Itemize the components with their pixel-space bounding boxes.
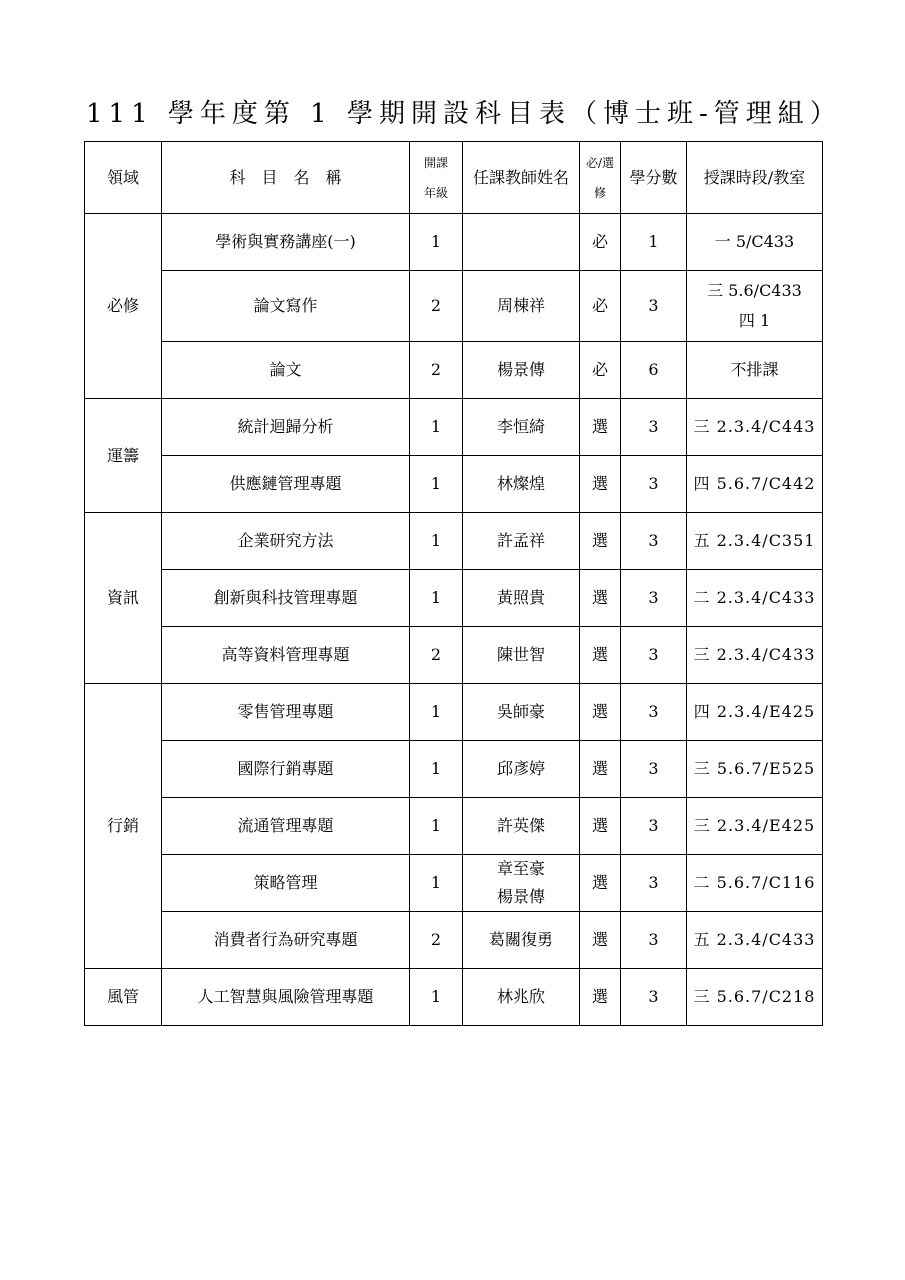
course-name-cell: 國際行銷專題 [162,741,410,798]
schedule-cell: 二 5.6.7/C116 [687,855,823,912]
course-name-cell: 高等資料管理專題 [162,627,410,684]
course-name-cell: 創新與科技管理專題 [162,570,410,627]
required-cell: 選 [580,912,621,969]
grade-cell: 1 [410,214,463,271]
teacher-cell [463,214,580,271]
grade-cell: 1 [410,855,463,912]
grade-cell: 1 [410,741,463,798]
domain-cell: 必修 [85,214,162,399]
header-domain: 領域 [85,142,162,214]
grade-cell: 1 [410,684,463,741]
teacher-cell: 許英傑 [463,798,580,855]
table-row [85,214,823,271]
schedule-cell: 三 5.6.7/C218 [687,969,823,1026]
table-row [85,912,823,969]
schedule-line-2: 四 1 [738,311,771,330]
required-cell: 選 [580,570,621,627]
credits-cell: 6 [621,342,687,399]
table-row [85,570,823,627]
header-required-line1: 必/選 [585,155,615,170]
header-course-name-label: 科 目 名 稱 [229,167,342,187]
teacher-cell: 李恒綺 [463,399,580,456]
table-row [85,513,823,570]
required-cell: 選 [580,627,621,684]
table-row [85,399,823,456]
schedule-cell: 三 5.6.7/E525 [687,741,823,798]
credits-cell: 3 [621,513,687,570]
teacher-line-1: 章至豪 [496,859,545,878]
teacher-cell: 黃照貴 [463,570,580,627]
teacher-line-2: 楊景傳 [496,887,545,906]
credits-cell: 3 [621,399,687,456]
table-row [85,342,823,399]
header-required-line2: 修 [593,185,606,200]
schedule-cell: 三 2.3.4/E425 [687,798,823,855]
schedule-cell: 四 2.3.4/E425 [687,684,823,741]
credits-cell: 3 [621,271,687,342]
course-name-cell: 流通管理專題 [162,798,410,855]
required-cell: 必 [580,214,621,271]
teacher-cell: 楊景傳 [463,342,580,399]
table-row [85,741,823,798]
schedule-cell: 五 2.3.4/C351 [687,513,823,570]
credits-cell: 3 [621,969,687,1026]
grade-cell: 1 [410,798,463,855]
teacher-cell: 葛關復勇 [463,912,580,969]
course-name-cell: 統計迴歸分析 [162,399,410,456]
credits-cell: 3 [621,456,687,513]
teacher-cell: 吳師豪 [463,684,580,741]
course-name-cell: 策略管理 [162,855,410,912]
header-row [85,142,823,214]
schedule-cell: 三 2.3.4/C443 [687,399,823,456]
header-teacher: 任課教師姓名 [463,142,580,214]
page-title: 111 學年度第 1 學期開設科目表（博士班-管理組） [86,99,842,129]
credits-cell: 3 [621,741,687,798]
grade-cell: 2 [410,912,463,969]
schedule-cell: 三 2.3.4/C433 [687,627,823,684]
schedule-cell: 二 2.3.4/C433 [687,570,823,627]
teacher-cell: 周棟祥 [463,271,580,342]
grade-cell: 2 [410,342,463,399]
required-cell: 選 [580,456,621,513]
header-required [580,142,621,214]
required-cell: 選 [580,969,621,1026]
credits-cell: 3 [621,627,687,684]
table-row [85,969,823,1026]
course-name-cell: 零售管理專題 [162,684,410,741]
credits-cell: 3 [621,855,687,912]
header-schedule: 授課時段/教室 [687,142,823,214]
teacher-cell: 陳世智 [463,627,580,684]
table-row [85,456,823,513]
table-row [85,684,823,741]
course-name-cell: 論文 [162,342,410,399]
header-credits: 學分數 [621,142,687,214]
credits-cell: 3 [621,684,687,741]
schedule-cell: 不排課 [687,342,823,399]
credits-cell: 3 [621,912,687,969]
grade-cell: 1 [410,456,463,513]
course-name-cell: 消費者行為研究專題 [162,912,410,969]
grade-cell: 1 [410,570,463,627]
domain-cell: 資訊 [85,513,162,684]
domain-cell: 行銷 [85,684,162,969]
course-name-cell: 供應鏈管理專題 [162,456,410,513]
required-cell: 選 [580,855,621,912]
schedule-cell: 四 5.6.7/C442 [687,456,823,513]
grade-cell: 2 [410,271,463,342]
grade-cell: 1 [410,969,463,1026]
grade-cell: 2 [410,627,463,684]
required-cell: 選 [580,513,621,570]
course-name-cell: 論文寫作 [162,271,410,342]
required-cell: 選 [580,399,621,456]
course-name-cell: 人工智慧與風險管理專題 [162,969,410,1026]
header-course-name [162,142,410,214]
header-grade-line2: 年級 [423,185,448,200]
teacher-cell [463,855,580,912]
course-name-cell: 企業研究方法 [162,513,410,570]
table-row [85,798,823,855]
schedule-cell: 五 2.3.4/C433 [687,912,823,969]
course-table [84,141,823,1026]
domain-cell: 運籌 [85,399,162,513]
schedule-cell [687,271,823,342]
grade-cell: 1 [410,513,463,570]
required-cell: 必 [580,271,621,342]
domain-cell: 風管 [85,969,162,1026]
required-cell: 選 [580,798,621,855]
schedule-cell: 一 5/C433 [687,214,823,271]
header-grade-line1: 開課 [423,155,448,170]
header-grade [410,142,463,214]
teacher-cell: 林燦煌 [463,456,580,513]
course-name-cell: 學術與實務講座(一) [162,214,410,271]
credits-cell: 3 [621,570,687,627]
required-cell: 選 [580,741,621,798]
table-row [85,855,823,912]
grade-cell: 1 [410,399,463,456]
required-cell: 選 [580,684,621,741]
schedule-line-1: 三 5.6/C433 [707,281,802,300]
required-cell: 必 [580,342,621,399]
table-row [85,271,823,342]
teacher-cell: 林兆欣 [463,969,580,1026]
teacher-cell: 許孟祥 [463,513,580,570]
teacher-cell: 邱彥婷 [463,741,580,798]
credits-cell: 3 [621,798,687,855]
credits-cell: 1 [621,214,687,271]
table-row [85,627,823,684]
